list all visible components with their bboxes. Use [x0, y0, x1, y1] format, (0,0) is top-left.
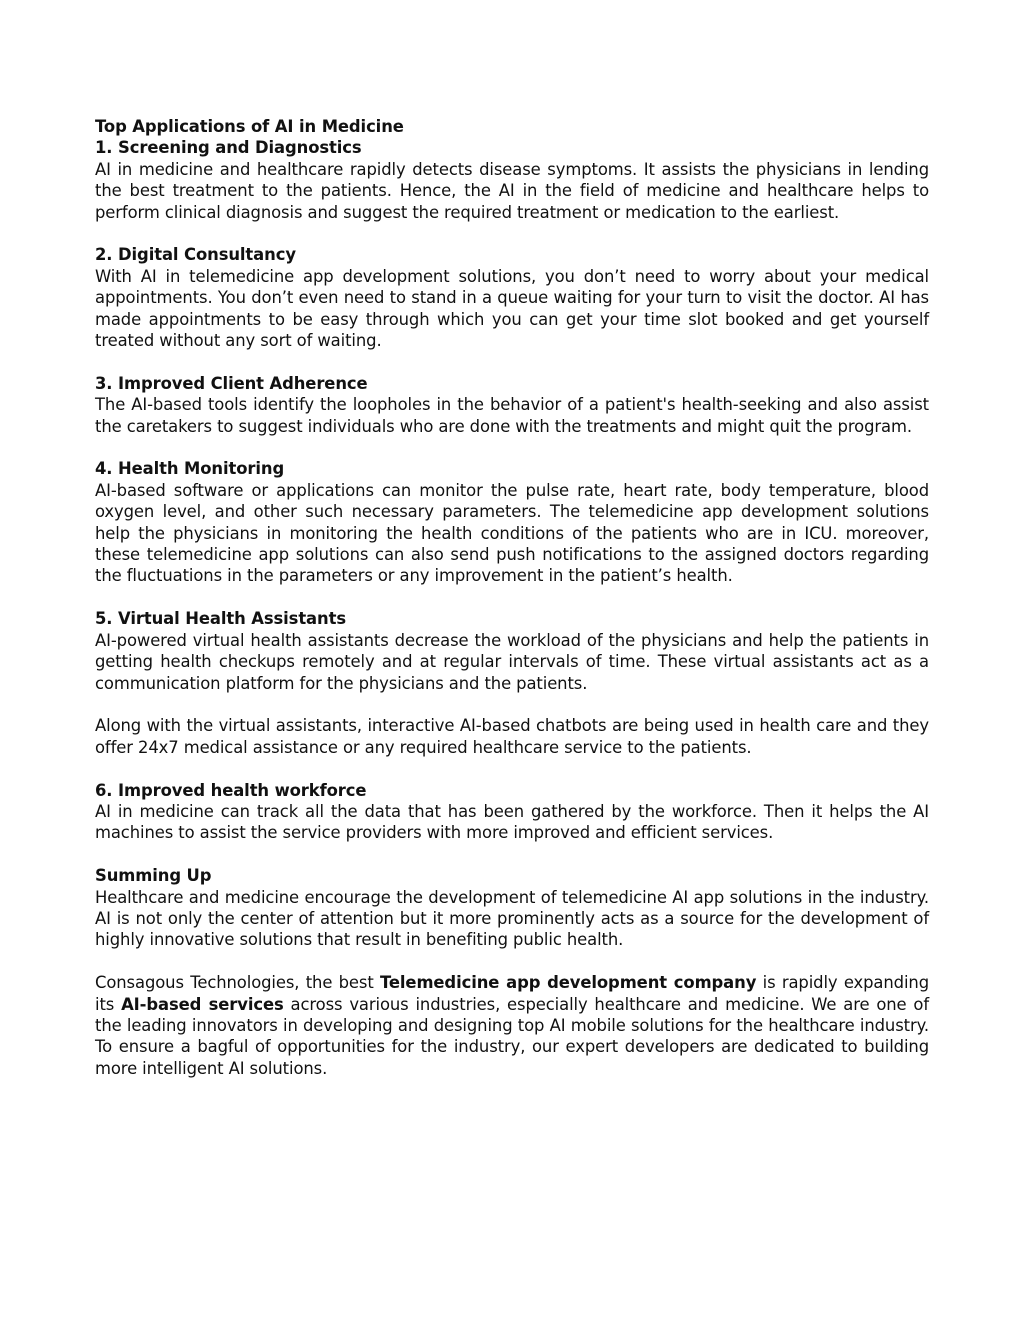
- section-heading-digital-consultancy: 2. Digital Consultancy: [95, 245, 296, 265]
- section-paragraph: AI-powered virtual health assistants decrease the workload of the physicians and help the patients in getting health checkups remotely and at regular intervals of time. These virtual assistants act as a communication platform for the physicians and the patients.: [95, 630, 929, 693]
- services-highlight: AI-based services: [121, 994, 284, 1014]
- section-paragraph: AI in medicine and healthcare rapidly detects disease symptoms. It assists the physicians in lending the best treatment to the patients. Hence, the AI in the field of medicine and healthcare helps to perform clinical diagnosis and suggest the required treatment or medication to the earliest.: [95, 159, 929, 222]
- section-paragraph: AI-based software or applications can monitor the pulse rate, heart rate, body temperature, blood oxygen level, and other such necessary parameters. The telemedicine app development solutions help the physicians in monitoring the health conditions of the patients who are in ICU. moreover, these telemedicine app solutions can also send push notifications to the assigned doctors regarding the fluctuations in the parameters or any improvement in the patient’s health.: [95, 480, 929, 586]
- section-paragraph: The AI-based tools identify the loopholes in the behavior of a patient's health-seeking and also assist the caretakers to suggest individuals who are done with the treatments and might quit the program.: [95, 395, 929, 436]
- closing-paragraph: [95, 972, 929, 1079]
- section-heading-summing-up: Summing Up: [95, 866, 212, 886]
- closing-text: is rapidly expanding its: [95, 973, 930, 1014]
- company-highlight: Telemedicine app development company: [379, 973, 757, 993]
- section-paragraph: Healthcare and medicine encourage the development of telemedicine AI app solutions in the industry. AI is not only the center of attention but it more prominently acts as a source for the development of highly innovative solutions that result in benefiting public health.: [95, 887, 929, 950]
- document-title: Top Applications of AI in Medicine: [95, 117, 404, 136]
- section-heading-screening: 1. Screening and Diagnostics: [95, 138, 362, 158]
- section-paragraph: AI in medicine can track all the data that has been gathered by the workforce. Then it helps the AI machines to assist the service providers with more improved and efficient services.: [95, 801, 929, 843]
- section-heading-client-adherence: 3. Improved Client Adherence: [95, 373, 368, 393]
- section-paragraph: Along with the virtual assistants, interactive AI-based chatbots are being used in health care and they offer 24x7 medical assistance or any required healthcare service to the patients.: [95, 716, 929, 757]
- section-paragraph: With AI in telemedicine app development solutions, you don’t need to worry about your medical appointments. You don’t even need to stand in a queue waiting for your turn to visit the doctor. AI has made appointments to be easy through which you can get your time slot booked and get yourself treated without any sort of waiting.: [95, 266, 929, 351]
- section-heading-health-monitoring: 4. Health Monitoring: [95, 459, 285, 479]
- section-heading-health-workforce: 6. Improved health workforce: [95, 780, 367, 800]
- closing-text: across various industries, especially healthcare and medicine. We are one of the leading innovators in developing and designing top AI mobile solutions for the healthcare industry. To ensure a bagful of opportunities for the industry, our expert developers are dedicated to building more intelligent AI solutions.: [95, 994, 929, 1078]
- document-page: [95, 116, 929, 1079]
- closing-text: Consagous Technologies, the best: [95, 973, 380, 993]
- section-heading-virtual-assistants: 5. Virtual Health Assistants: [95, 609, 346, 629]
